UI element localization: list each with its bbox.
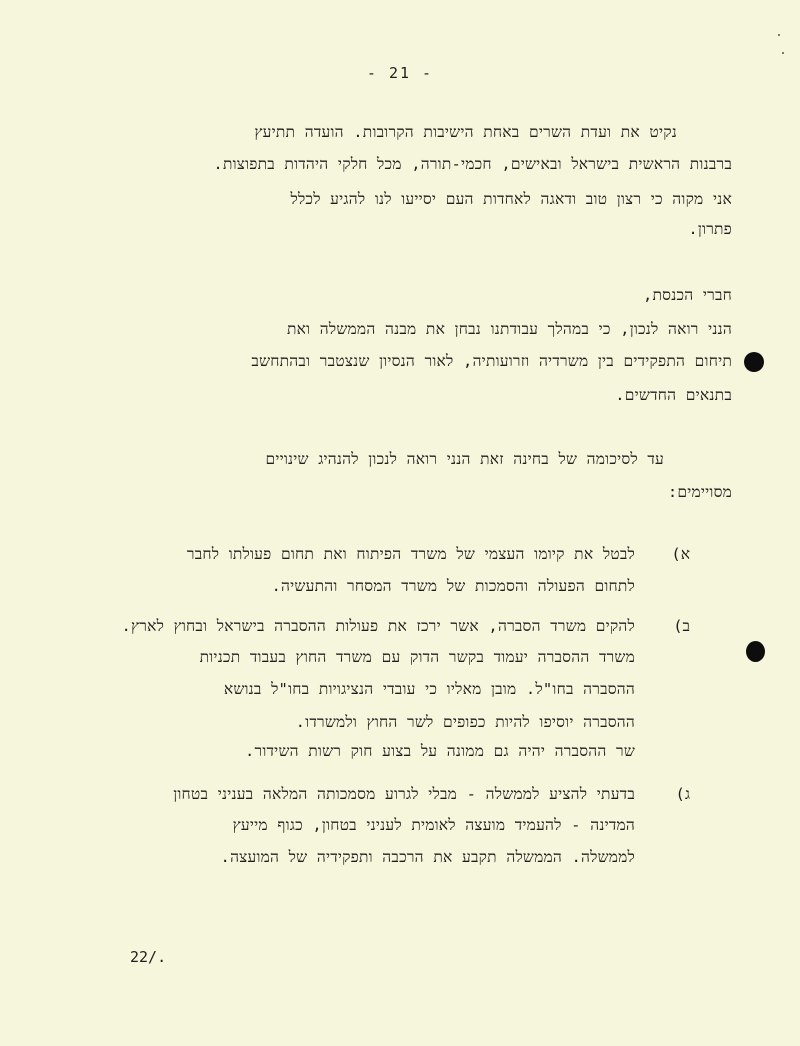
item-c-marker: ג) — [675, 785, 690, 803]
salutation: חברי הכנסת, — [643, 286, 732, 304]
para1-line-2: ברבנות הראשית בישראל ובאישים, חכמי-תורה, מכל חלקי היהדות בתפוצות. — [213, 155, 732, 173]
item-a-line-1: לבטל את קיומו העצמי של משרד הפיתוח ואת תחום פעולתו לחבר — [186, 545, 635, 563]
paper-speck — [782, 52, 784, 54]
item-b-line-3: ההסברה בחו"ל. מובן מאליו כי עובדי הנציגויות בחו"ל בנושא — [223, 680, 635, 698]
item-a-marker: א) — [671, 545, 690, 563]
para3-line-1: עד לסיכומה של בחינה זאת הנני רואה לנכון להנהיג שינויים — [265, 450, 664, 468]
para1-line-4: פתרון. — [688, 220, 732, 238]
item-b-line-5: שר ההסברה יהיה גם ממונה על בצוע חוק רשות השידור. — [245, 742, 635, 760]
para2-line-2: תיחום התפקידים בין משרדיה וזרועותיה, לאור הנסיון שנצטבר ובהתחשב — [251, 352, 732, 370]
para3-line-2: מסויימים: — [667, 483, 732, 501]
item-b-line-2: משרד ההסברה יעמוד בקשר הדוק עם משרד החוץ בעבוד תכניות — [199, 648, 635, 666]
punch-hole-bottom — [746, 641, 765, 662]
punch-hole-top — [744, 352, 764, 372]
item-c-line-3: לממשלה. הממשלה תקבע את הרכבה ותפקידיה של המועצה. — [220, 848, 635, 866]
para1-line-3: אני מקוה כי רצון טוב ודאגה לאחדות העם יסייעו לנו להגיע לכלל — [290, 190, 732, 208]
item-b-line-1: להקים משרד הסברה, אשר ירכז את פעולות ההסברה בישראל ובחוץ לארץ. — [121, 617, 635, 635]
para2-line-1: הנני רואה לנכון, כי במהלך עבודתנו נבחן את מבנה הממשלה ואת — [286, 320, 732, 338]
item-b-line-4: ההסברה יוסיפו להיות כפופים לשר החוץ ולמשרדו. — [295, 713, 635, 731]
item-b-marker: ב) — [673, 617, 690, 635]
item-c-line-1: בדעתי להציע לממשלה - מבלי לגרוע מסמכותה המלאה בעניני בטחון — [173, 785, 635, 803]
para2-line-3: בתנאים החדשים. — [615, 386, 732, 404]
para1-line-1: נקיט את ועדת השרים באחת הישיבות הקרובות. הועדה תתיעץ — [254, 123, 677, 141]
paper-speck — [778, 34, 780, 36]
item-a-line-2: לתחום הפעולה והסמכות של משרד המסחר והתעשיה. — [271, 577, 635, 595]
continuation-footer: 22/. — [130, 948, 167, 966]
page-number: - 21 - — [366, 64, 434, 82]
item-c-line-2: המדינה - להעמיד מועצה לאומית לעניני בטחון, כגוף מייעץ — [232, 816, 635, 834]
